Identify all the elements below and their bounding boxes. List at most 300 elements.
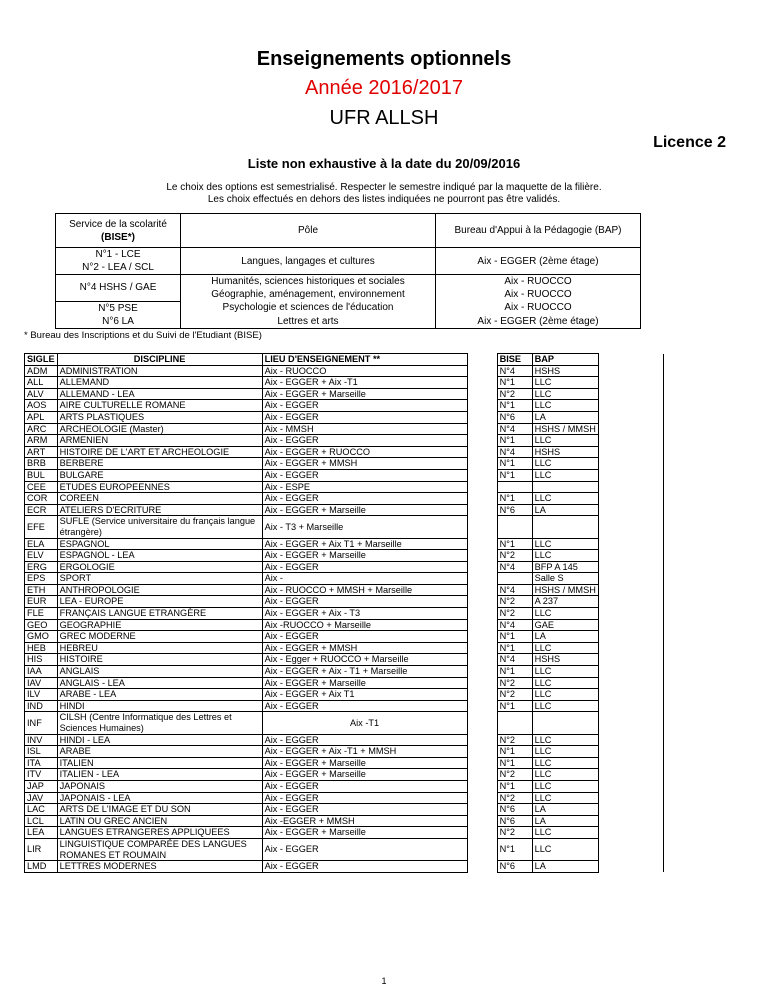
table-row <box>25 458 664 470</box>
bap-cell: LLC <box>532 700 598 712</box>
spacer-cell <box>467 400 497 412</box>
sigle-cell: EUR <box>25 596 58 608</box>
table-row <box>25 700 664 712</box>
lieu-cell: Aix - EGGER + RUOCCO <box>262 446 467 458</box>
sigle-cell: ART <box>25 446 58 458</box>
lieu-cell: Aix - EGGER + MMSH <box>262 458 467 470</box>
spacer-cell <box>598 435 663 447</box>
spacer-cell <box>467 734 497 746</box>
spacer-cell <box>598 792 663 804</box>
table-row <box>25 757 664 769</box>
discipline-cell: BULGARE <box>57 469 262 481</box>
spacer-cell <box>467 493 497 505</box>
bap-cell: LLC <box>532 493 598 505</box>
lieu-cell: Aix - Egger + RUOCCO + Marseille <box>262 654 467 666</box>
bap-cell: LLC <box>532 458 598 470</box>
spacer-cell <box>598 838 663 860</box>
spacer-cell <box>598 538 663 550</box>
bap-cell: LA <box>532 631 598 643</box>
lieu-cell: Aix - EGGER + Aix -T1 <box>262 377 467 389</box>
discipline-cell: SPORT <box>57 573 262 585</box>
discipline-cell: LINGUISTIQUE COMPARÉE DES LANGUES ROMANES ET ROUMAIN <box>57 838 262 860</box>
discipline-cell: ERGOLOGIE <box>57 561 262 573</box>
sigle-cell: ITV <box>25 769 58 781</box>
sigle-cell: IND <box>25 700 58 712</box>
spacer-cell <box>598 469 663 481</box>
lieu-cell: Aix - EGGER + Aix T1 + Marseille <box>262 538 467 550</box>
discipline-cell: ARABE - LEA <box>57 689 262 701</box>
lieu-cell: Aix - RUOCCO + MMSH + Marseille <box>262 584 467 596</box>
sigle-cell: AOS <box>25 400 58 412</box>
sigle-cell: IAV <box>25 677 58 689</box>
discipline-cell: ADMINISTRATION <box>57 365 262 377</box>
lieu-cell: Aix - MMSH <box>262 423 467 435</box>
discipline-cell: ESPAGNOL - LEA <box>57 550 262 562</box>
table-row <box>25 388 664 400</box>
lieu-cell: Aix - EGGER <box>262 804 467 816</box>
bise-cell: N°2 <box>497 596 532 608</box>
ufr-name: UFR ALLSH <box>329 107 439 129</box>
sigle-cell: LAC <box>25 804 58 816</box>
sigle-cell: CEE <box>25 481 58 493</box>
spacer-cell <box>467 838 497 860</box>
svc-cell: N°6 LA <box>56 315 181 329</box>
sigle-cell: GEO <box>25 619 58 631</box>
lieu-cell: Aix - EGGER + Marseille <box>262 550 467 562</box>
header-bap: BAP <box>532 354 598 366</box>
sigle-cell: INF <box>25 712 58 734</box>
sigle-cell: ADM <box>25 365 58 377</box>
spacer-cell <box>598 550 663 562</box>
sigle-cell: LEA <box>25 827 58 839</box>
lieu-cell: Aix - EGGER + Aix T1 <box>262 689 467 701</box>
lieu-cell: Aix - EGGER <box>262 792 467 804</box>
discipline-cell: GREC MODERNE <box>57 631 262 643</box>
bise-cell: N°4 <box>497 446 532 458</box>
bise-cell: N°1 <box>497 435 532 447</box>
table-row <box>25 550 664 562</box>
table-row <box>25 619 664 631</box>
bise-cell: N°2 <box>497 388 532 400</box>
page-number: 1 <box>381 976 387 986</box>
table-row <box>25 642 664 654</box>
bap-cell: LLC <box>532 377 598 389</box>
sigle-cell: ISL <box>25 746 58 758</box>
spacer-cell <box>467 815 497 827</box>
sigle-cell: INV <box>25 734 58 746</box>
sigle-cell: BUL <box>25 469 58 481</box>
lieu-cell: Aix - EGGER <box>262 469 467 481</box>
discipline-cell: ITALIEN <box>57 757 262 769</box>
bap-cell: LLC <box>532 550 598 562</box>
table-row <box>25 677 664 689</box>
table-row <box>25 446 664 458</box>
table-row <box>25 365 664 377</box>
svc-cell: Aix - RUOCCO <box>436 301 641 315</box>
bap-cell: LLC <box>532 780 598 792</box>
spacer-cell <box>467 435 497 447</box>
spacer-cell <box>467 388 497 400</box>
spacer-cell <box>467 861 497 873</box>
spacer-cell <box>467 700 497 712</box>
bise-cell: N°4 <box>497 584 532 596</box>
level-label: Licence 2 <box>653 134 726 151</box>
sigle-cell: ITA <box>25 757 58 769</box>
lieu-cell: Aix - EGGER + Marseille <box>262 677 467 689</box>
bap-cell: LA <box>532 411 598 423</box>
svc-cell: Lettres et arts <box>181 315 436 329</box>
bap-cell: HSHS / MMSH <box>532 423 598 435</box>
bise-cell: N°2 <box>497 677 532 689</box>
spacer-cell <box>467 757 497 769</box>
sigle-cell: IAA <box>25 666 58 678</box>
spacer-cell <box>467 769 497 781</box>
list-note: Liste non exhaustive à la date du 20/09/2016 <box>247 156 521 171</box>
bap-cell: LA <box>532 804 598 816</box>
spacer-cell <box>598 446 663 458</box>
bap-cell: BFP A 145 <box>532 561 598 573</box>
bap-cell: LLC <box>532 388 598 400</box>
lieu-cell: Aix - EGGER + Aix - T3 <box>262 608 467 620</box>
spacer-cell <box>598 354 663 366</box>
lieu-cell: Aix - EGGER <box>262 561 467 573</box>
bise-cell <box>497 712 532 734</box>
bap-cell: LLC <box>532 757 598 769</box>
lieu-cell: Aix - EGGER <box>262 493 467 505</box>
table-row <box>25 481 664 493</box>
spacer-cell <box>598 642 663 654</box>
discipline-cell: BERBERE <box>57 458 262 470</box>
sigle-cell: ALV <box>25 388 58 400</box>
discipline-cell: JAPONAIS - LEA <box>57 792 262 804</box>
bap-cell: LLC <box>532 746 598 758</box>
svc-header-col3: Bureau d'Appui à la Pédagogie (BAP) <box>436 214 641 248</box>
spacer-cell <box>598 689 663 701</box>
table-row <box>25 411 664 423</box>
spacer-cell <box>467 689 497 701</box>
spacer-cell <box>467 619 497 631</box>
bap-cell: LLC <box>532 469 598 481</box>
svc-cell: Langues, langages et cultures <box>181 248 436 275</box>
discipline-cell: ARABE <box>57 746 262 758</box>
spacer-cell <box>598 458 663 470</box>
sigle-cell: FLE <box>25 608 58 620</box>
bise-cell: N°4 <box>497 654 532 666</box>
page-title: Enseignements optionnels <box>256 48 512 70</box>
spacer-cell <box>598 677 663 689</box>
sigle-cell: ECR <box>25 504 58 516</box>
spacer-cell <box>467 654 497 666</box>
table-row <box>25 469 664 481</box>
bise-cell: N°1 <box>497 538 532 550</box>
sigle-cell: APL <box>25 411 58 423</box>
spacer-cell <box>467 516 497 538</box>
header-discipline: DISCIPLINE <box>57 354 262 366</box>
lieu-cell: Aix - EGGER <box>262 411 467 423</box>
spacer-cell <box>598 861 663 873</box>
bap-cell: LLC <box>532 769 598 781</box>
discipline-cell: ALLEMAND - LEA <box>57 388 262 400</box>
sigle-cell: ERG <box>25 561 58 573</box>
lieu-cell: Aix - EGGER + Aix -T1 + MMSH <box>262 746 467 758</box>
table-row <box>25 493 664 505</box>
svc-header-col1 <box>56 214 181 248</box>
spacer-cell <box>598 780 663 792</box>
lieu-cell: Aix - EGGER <box>262 838 467 860</box>
sigle-cell: ILV <box>25 689 58 701</box>
discipline-cell: ARCHEOLOGIE (Master) <box>57 423 262 435</box>
table-row <box>25 666 664 678</box>
table-row <box>25 596 664 608</box>
bise-cell: N°1 <box>497 700 532 712</box>
disciplines-table <box>24 353 664 873</box>
table-row <box>25 654 664 666</box>
bap-cell: LA <box>532 815 598 827</box>
spacer-cell <box>598 423 663 435</box>
bise-cell: N°1 <box>497 400 532 412</box>
svc-cell: Humanités, sciences historiques et sociales <box>181 275 436 289</box>
discipline-cell: SUFLE (Service universitaire du français langue étrangère) <box>57 516 262 538</box>
discipline-cell: GEOGRAPHIE <box>57 619 262 631</box>
bise-cell: N°6 <box>497 804 532 816</box>
table-row <box>25 792 664 804</box>
bap-cell: LA <box>532 861 598 873</box>
sigle-cell: LMD <box>25 861 58 873</box>
spacer-cell <box>467 792 497 804</box>
bise-cell: N°1 <box>497 493 532 505</box>
bap-cell: LLC <box>532 734 598 746</box>
lieu-cell: Aix - EGGER <box>262 780 467 792</box>
svc-cell: Géographie, aménagement, environnement <box>181 288 436 301</box>
table-row <box>25 689 664 701</box>
sigle-cell: HIS <box>25 654 58 666</box>
bap-cell: HSHS <box>532 446 598 458</box>
bise-cell: N°4 <box>497 365 532 377</box>
bap-cell: HSHS / MMSH <box>532 584 598 596</box>
spacer-cell <box>598 666 663 678</box>
sigle-cell: JAP <box>25 780 58 792</box>
bap-cell <box>532 481 598 493</box>
sigle-cell: EPS <box>25 573 58 585</box>
svc-cell: Aix - RUOCCO <box>436 275 641 289</box>
svc-cell-line: N°1 - LCE <box>95 249 141 260</box>
svc-cell: N°4 HSHS / GAE <box>56 275 181 302</box>
discipline-cell: HISTOIRE <box>57 654 262 666</box>
table-row <box>25 780 664 792</box>
spacer-cell <box>467 550 497 562</box>
bise-cell: N°2 <box>497 792 532 804</box>
lieu-cell: Aix - ESPE <box>262 481 467 493</box>
bise-cell: N°4 <box>497 423 532 435</box>
lieu-cell: Aix - EGGER + Aix - T1 + Marseille <box>262 666 467 678</box>
discipline-cell: ARMENIEN <box>57 435 262 447</box>
spacer-cell <box>598 561 663 573</box>
spacer-cell <box>598 769 663 781</box>
table-row <box>25 712 664 734</box>
svc-cell <box>56 248 181 275</box>
svc-header-col2: Pôle <box>181 214 436 248</box>
lieu-cell: Aix - EGGER + Marseille <box>262 757 467 769</box>
sigle-cell: COR <box>25 493 58 505</box>
bise-cell <box>497 481 532 493</box>
spacer-cell <box>598 516 663 538</box>
bise-cell: N°6 <box>497 411 532 423</box>
spacer-cell <box>467 458 497 470</box>
discipline-cell: LANGUES ETRANGERES APPLIQUEES <box>57 827 262 839</box>
sigle-cell: ARC <box>25 423 58 435</box>
discipline-cell: CILSH (Centre Informatique des Lettres et Sciences Humaines) <box>57 712 262 734</box>
spacer-cell <box>467 780 497 792</box>
sigle-cell: ELV <box>25 550 58 562</box>
lieu-cell: Aix - EGGER <box>262 631 467 643</box>
spacer-cell <box>598 584 663 596</box>
bise-cell: N°1 <box>497 458 532 470</box>
spacer-cell <box>467 712 497 734</box>
bap-cell: GAE <box>532 619 598 631</box>
services-table <box>55 213 641 329</box>
spacer-cell <box>598 377 663 389</box>
spacer-cell <box>598 827 663 839</box>
bise-cell: N°6 <box>497 504 532 516</box>
spacer-cell <box>598 504 663 516</box>
discipline-cell: HINDI <box>57 700 262 712</box>
table-row <box>25 400 664 412</box>
svc-header-col1-line2: (BISE*) <box>101 231 135 243</box>
bise-cell: N°4 <box>497 619 532 631</box>
sigle-cell: LCL <box>25 815 58 827</box>
bise-cell: N°2 <box>497 689 532 701</box>
bap-cell: LLC <box>532 838 598 860</box>
table-row <box>25 746 664 758</box>
table-row <box>25 815 664 827</box>
spacer-cell <box>467 411 497 423</box>
bise-cell: N°1 <box>497 780 532 792</box>
bise-cell: N°6 <box>497 815 532 827</box>
bap-cell: LLC <box>532 435 598 447</box>
bap-cell: A 237 <box>532 596 598 608</box>
spacer-cell <box>598 815 663 827</box>
spacer-cell <box>467 561 497 573</box>
sigle-cell: ETH <box>25 584 58 596</box>
bise-cell: N°2 <box>497 827 532 839</box>
bap-cell: LLC <box>532 608 598 620</box>
spacer-cell <box>598 804 663 816</box>
spacer-cell <box>467 423 497 435</box>
lieu-cell: Aix - EGGER + MMSH <box>262 642 467 654</box>
lieu-cell: Aix - EGGER <box>262 700 467 712</box>
note-line-1: Le choix des options est semestrialisé. Respecter le semestre indiqué par la maquette de la filière. <box>166 182 602 193</box>
spacer-cell <box>467 504 497 516</box>
spacer-cell <box>598 388 663 400</box>
sigle-cell: ELA <box>25 538 58 550</box>
spacer-cell <box>467 446 497 458</box>
discipline-cell: HISTOIRE DE L'ART ET ARCHEOLOGIE <box>57 446 262 458</box>
sigle-cell: EFE <box>25 516 58 538</box>
svc-cell: Aix - EGGER (2ème étage) <box>436 248 641 275</box>
lieu-cell: Aix - EGGER + Marseille <box>262 504 467 516</box>
note-line-2: Les choix effectués en dehors des listes indiquées ne pourront pas être validés. <box>207 194 561 205</box>
sigle-cell: BRB <box>25 458 58 470</box>
spacer-cell <box>467 608 497 620</box>
table-row <box>25 804 664 816</box>
lieu-cell: Aix -EGGER + MMSH <box>262 815 467 827</box>
table-row <box>25 769 664 781</box>
bise-cell: N°1 <box>497 642 532 654</box>
spacer-cell <box>598 411 663 423</box>
spacer-cell <box>598 746 663 758</box>
sigle-cell: GMO <box>25 631 58 643</box>
discipline-cell: ALLEMAND <box>57 377 262 389</box>
bap-cell: LLC <box>532 538 598 550</box>
lieu-cell: Aix - T3 + Marseille <box>262 516 467 538</box>
svc-cell: N°5 PSE <box>56 301 181 315</box>
discipline-cell: COREEN <box>57 493 262 505</box>
bap-cell: LLC <box>532 400 598 412</box>
table-row <box>25 608 664 620</box>
bise-cell: N°2 <box>497 608 532 620</box>
header-sigle: SIGLE <box>25 354 58 366</box>
spacer-cell <box>467 666 497 678</box>
bise-cell: N°6 <box>497 861 532 873</box>
discipline-cell: LEA - EUROPE <box>57 596 262 608</box>
bise-cell: N°1 <box>497 631 532 643</box>
sigle-cell: HEB <box>25 642 58 654</box>
lieu-cell: Aix - EGGER <box>262 861 467 873</box>
bap-cell: LA <box>532 504 598 516</box>
lieu-cell: Aix -T1 <box>262 712 467 734</box>
header-lieu: LIEU D'ENSEIGNEMENT ** <box>262 354 467 366</box>
spacer-cell <box>467 827 497 839</box>
bap-cell: LLC <box>532 827 598 839</box>
bise-cell: N°2 <box>497 769 532 781</box>
discipline-cell: ETUDES EUROPEENNES <box>57 481 262 493</box>
svc-cell: Aix - EGGER (2ème étage) <box>436 315 641 329</box>
bise-cell: N°1 <box>497 838 532 860</box>
academic-year: Année 2016/2017 <box>305 77 463 99</box>
lieu-cell: Aix - RUOCCO <box>262 365 467 377</box>
table-row <box>25 504 664 516</box>
spacer-cell <box>467 354 497 366</box>
discipline-cell: HEBREU <box>57 642 262 654</box>
spacer-cell <box>598 481 663 493</box>
spacer-cell <box>467 631 497 643</box>
spacer-cell <box>467 584 497 596</box>
spacer-cell <box>467 365 497 377</box>
bap-cell: LLC <box>532 677 598 689</box>
sigle-cell: LIR <box>25 838 58 860</box>
discipline-cell: HINDI - LEA <box>57 734 262 746</box>
table-row <box>25 435 664 447</box>
bise-cell: N°1 <box>497 377 532 389</box>
spacer-cell <box>467 746 497 758</box>
spacer-cell <box>467 642 497 654</box>
lieu-cell: Aix - EGGER + Marseille <box>262 388 467 400</box>
discipline-cell: ANTHROPOLOGIE <box>57 584 262 596</box>
spacer-cell <box>467 804 497 816</box>
svc-cell: Aix - RUOCCO <box>436 288 641 301</box>
spacer-cell <box>598 608 663 620</box>
discipline-cell: ANGLAIS <box>57 666 262 678</box>
spacer-cell <box>467 481 497 493</box>
spacer-cell <box>467 538 497 550</box>
table-row <box>25 838 664 860</box>
spacer-cell <box>467 677 497 689</box>
table-row <box>25 561 664 573</box>
bise-footnote: * Bureau des Inscriptions et du Suivi de l'Etudiant (BISE) <box>24 330 262 341</box>
discipline-cell: JAPONAIS <box>57 780 262 792</box>
bap-cell: HSHS <box>532 365 598 377</box>
bise-cell: N°2 <box>497 550 532 562</box>
